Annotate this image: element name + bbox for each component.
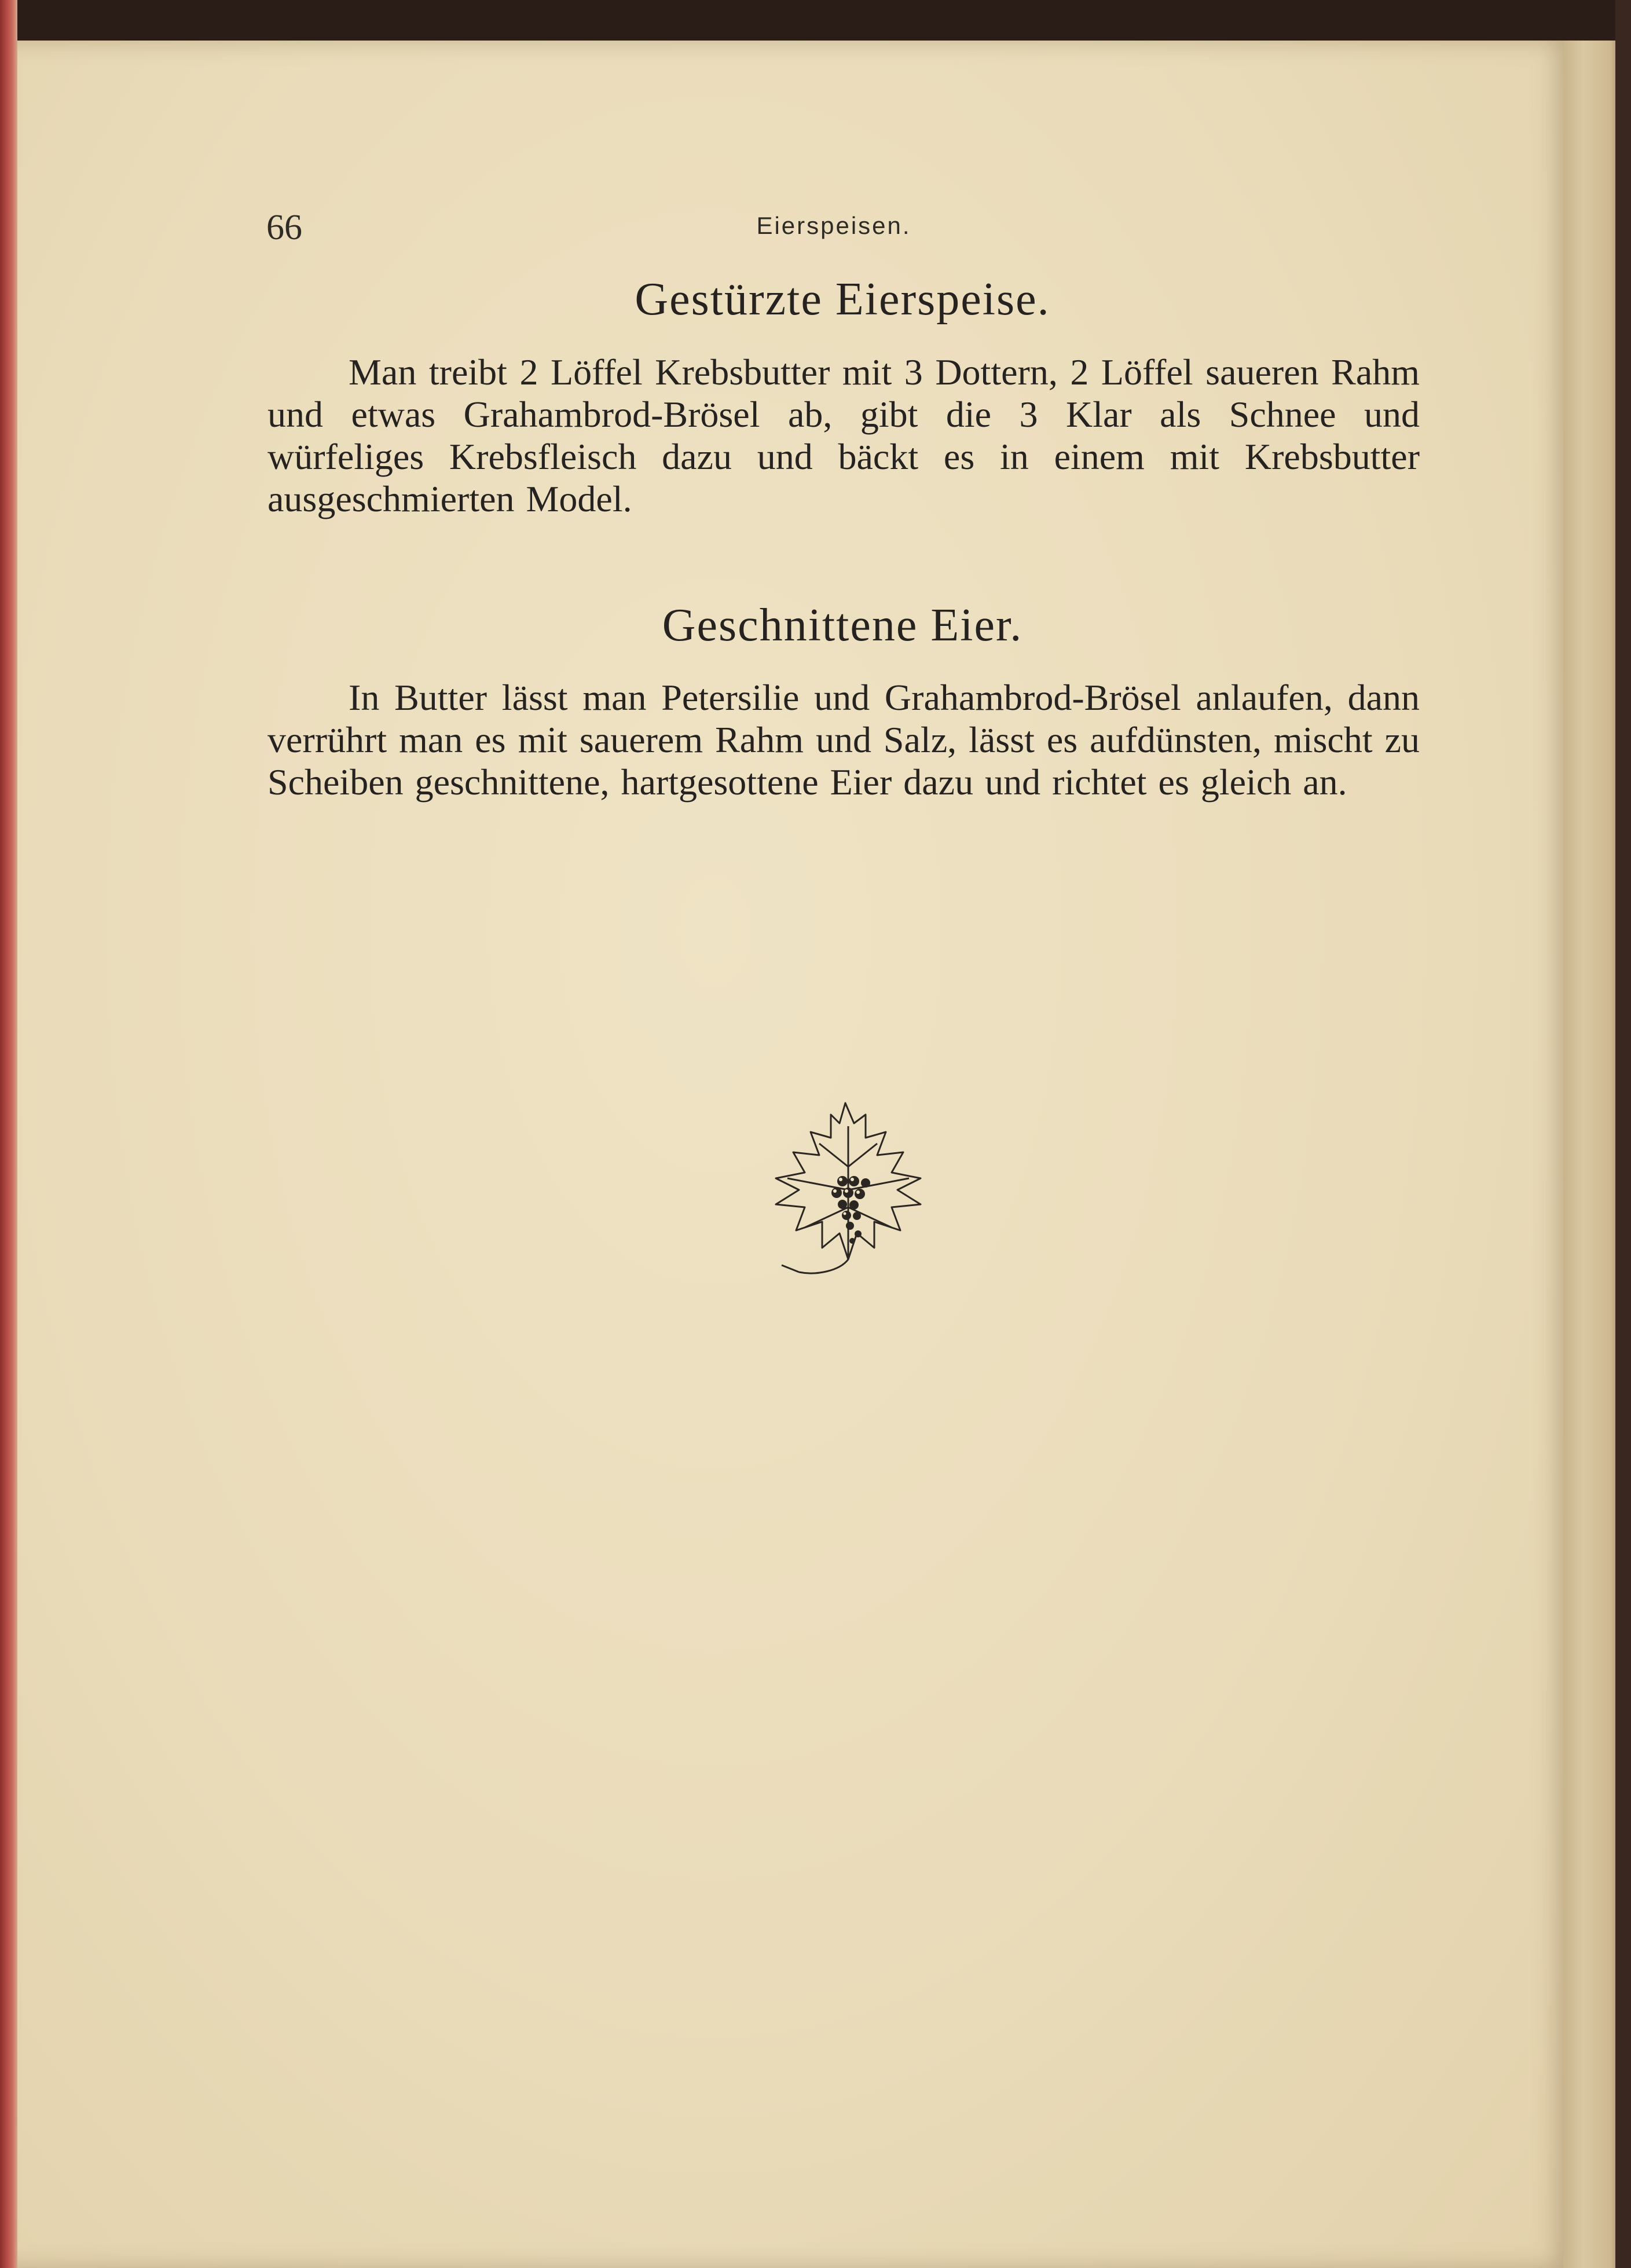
- page-number: 66: [266, 208, 302, 247]
- scan-right-border: [1615, 0, 1631, 2268]
- recipe-title-gestuerzte-eierspeise: Gestürzte Eierspeise.: [635, 274, 1050, 325]
- scan-top-border: [0, 0, 1631, 41]
- running-title: Eierspeisen.: [756, 212, 911, 239]
- recipe-body-geschnittene-eier: In Butter lässt man Petersilie und Grahambrod-Brösel anlaufen, dann verrührt man es mit sauerem Rahm und Salz, lässt es aufdünsten, mischt zu Scheiben geschnittene, hartgesottene Eier dazu und richtet es gleich an.: [267, 677, 1420, 803]
- grape-leaf-vignette-icon: [747, 1091, 944, 1288]
- recipe-body-gestuerzte-eierspeise: Man treibt 2 Löffel Krebsbutter mit 3 Dottern, 2 Löffel saueren Rahm und etwas Grahambrod-Brösel ab, gibt die 3 Klar als Schnee und würfeliges Krebsfleisch dazu und bäckt es in einem mit Krebsbutter ausgeschmierten Model.: [267, 351, 1420, 519]
- running-head: [266, 207, 1401, 254]
- recipe-title-geschnittene-eier: Geschnittene Eier.: [662, 600, 1023, 651]
- page-edge-strip: [0, 0, 17, 2268]
